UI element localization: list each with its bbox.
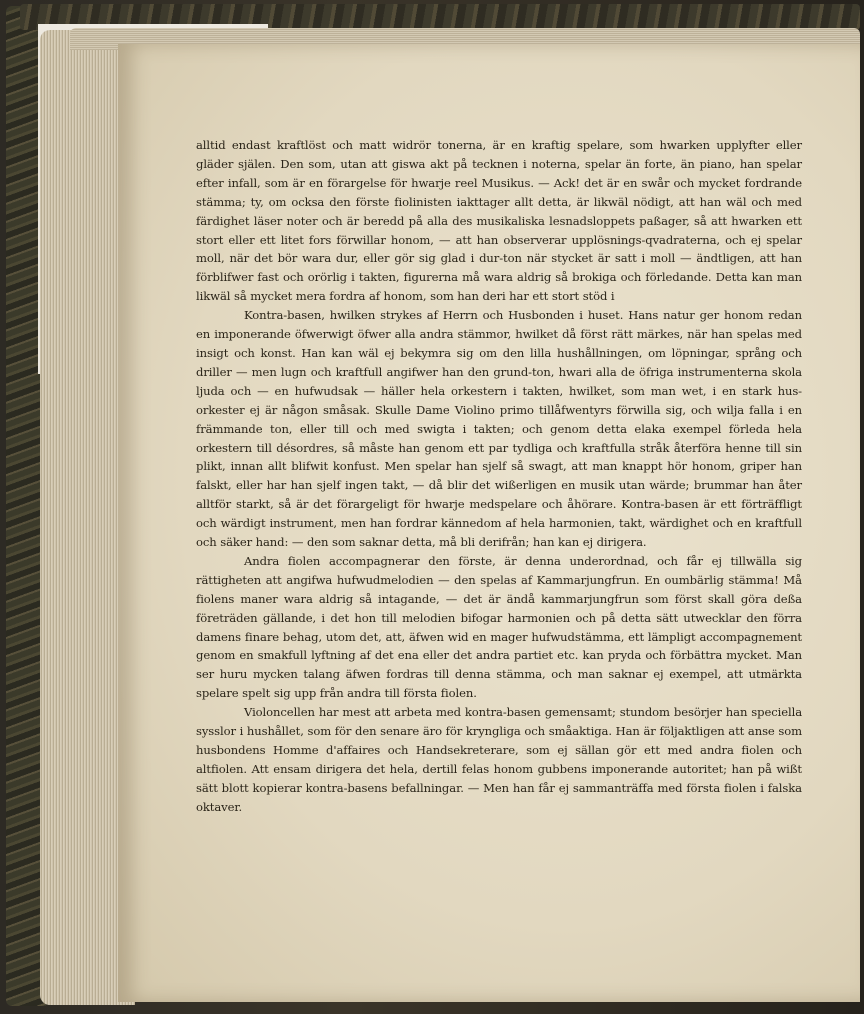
page-text xyxy=(196,136,802,817)
paragraph-violoncello: Violoncellen har mest att arbeta med kontra-basen gemensamt; stundom besörjer han speciella sysslor i hushållet, som för den senare äro för kryngliga och småaktiga. Han är följaktligen att anse som husbondens Homme d'affaires och Handsekreterare, som ej sällan gör ett med andra fiolen och altfiolen. Att ensam dirigera det hela, dertill felas honom gubbens imponerande autoritet; han på wißt sätt blott kopierar kontra-basens befallningar. — Men han får ej sammanträffa med första fiolen i falska oktaver. xyxy=(196,705,802,814)
paragraph-second-violin: Andra fiolen accompagnerar den förste, är denna underordnad, och får ej tillwälla sig rättigheten att angifwa hufwudmelodien — den spelas af Kammarjungfrun. En oumbärlig stämma! Må fiolens maner wara aldrig så intagande, — det är ändå kammarjungfrun som först skall göra deßa företräden gällande, i det hon till melodien bifogar harmonien och på detta sätt utwecklar den förra damens finare behag, utom det, att, äfwen wid en mager hufwudstämma, ett lämpligt accompagnement genom en smakfull lyftning af det ena eller det andra partiet etc. kan pryda och förbättra mycket. Man ser huru mycken talang äfwen fordras till denna stämma, och man saknar ej exempel, att utmärkta spelare spelt sig upp från andra till första fiolen. xyxy=(196,553,802,701)
paragraph-contrabass: Kontra-basen, hwilken strykes af Herrn och Husbonden i huset. Hans natur ger honom redan en imponerande öfwerwigt öfwer alla andra stämmor, hwilket då först rätt märkes, när han spelas med insigt och konst. Han kan wäl ej bekymra sig om den lilla hushållningen, om löpningar, språng och driller — men lugn och kraftfull angifwer han den grund-ton, hwari alla de öfriga instrumenterna skola ljuda och — en hufwudsak — häller hela orkestern i takten, hwilket, som man wet, i en stark hus-orkester ej är någon småsak. Skulle Dame Violino primo tillåfwentyrs förwilla sig, och wilja falla i en främmande ton, eller till och med swigta i takten; och genom detta elaka exempel förleda hela orkestern till désordres, så måste han genom ett par tydliga och kraftfulla stråk återföra henne till sin plikt, innan allt blifwit konfust. Men spelar han sjelf så swagt, att man knappt hör honom, griper han falskt, eller har han sjelf ingen takt, — då blir det wißerligen en musik utan wärde; brummar han åter alltför starkt, så är det förargeligt för hwarje medspelare och åhörare. Kontra-basen är ett förträffligt och wärdigt instrument, men han fordrar kännedom af hela harmonien, takt, wärdighet och en kraftfull och säker hand: — den som saknar detta, må bli derifrån; han kan ej dirigera. xyxy=(196,308,802,550)
paragraph-first-violin: alltid endast kraftlöst och matt widrör tonerna, är en kraftig spelare, som hwarken upplyfter eller gläder själen. Den som, utan att giswa akt på tecknen i noterna, spelar än forte, än piano, han spelar efter infall, som är en förargelse för hwarje reel Musikus. — Ack! det är en swår och mycket fordrande stämma; ty, om ocksa den förste fiolinisten iakttager allt detta, är likwäl nödigt, att han wäl och med färdighet läser noter och är beredd på alla des musikaliska lesnadsloppets paßager, så att hwarken ett stort eller ett litet fors förwillar honom, — att han observerar upplösnings-qvadraterna, och ej spelar moll, när det bör wara dur, eller gör sig glad i dur-ton när stycket är satt i moll — ändtligen, att han förblifwer fast och orörlig i takten, figurerna må wara aldrig så brokiga och förledande. Detta kan man likwäl så mycket mera fordra af honom, som han deri har ett stort stöd i xyxy=(196,138,802,304)
